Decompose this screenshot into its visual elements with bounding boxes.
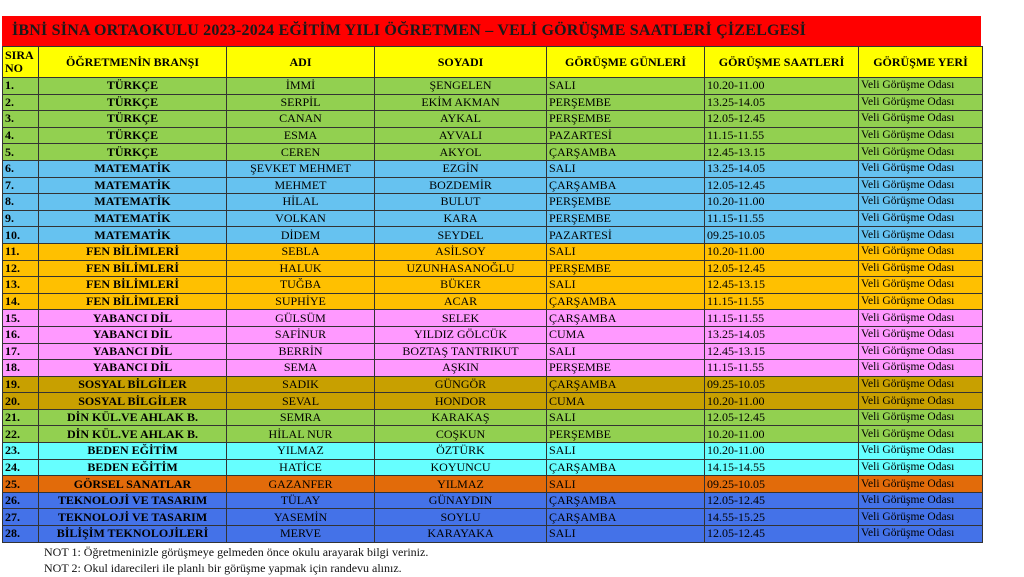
row-number: 26. xyxy=(3,492,39,509)
row-saat: 11.15-11.55 xyxy=(705,310,859,327)
row-number: 14. xyxy=(3,293,39,310)
row-soyadi: YILDIZ GÖLCÜK xyxy=(375,326,547,343)
row-number: 19. xyxy=(3,376,39,393)
row-saat: 11.15-11.55 xyxy=(705,210,859,227)
row-soyadi: ASİLSOY xyxy=(375,243,547,260)
row-brans: MATEMATİK xyxy=(39,210,227,227)
row-gun: ÇARŞAMBA xyxy=(547,293,705,310)
row-brans: SOSYAL BİLGİLER xyxy=(39,393,227,410)
row-yer: Veli Görüşme Odası xyxy=(859,393,983,410)
row-brans: YABANCI DİL xyxy=(39,360,227,377)
row-soyadi: UZUNHASANOĞLU xyxy=(375,260,547,277)
row-saat: 10.20-11.00 xyxy=(705,194,859,211)
note-1: NOT 1: Öğretmeninizle görüşmeye gelmeden önce okulu arayarak bilgi veriniz. xyxy=(44,545,429,559)
header-soyadi: SOYADI xyxy=(375,47,547,78)
row-gun: PAZARTESİ xyxy=(547,227,705,244)
row-brans: TEKNOLOJİ VE TASARIM xyxy=(39,492,227,509)
row-soyadi: AŞKIN xyxy=(375,360,547,377)
table-row xyxy=(3,177,983,194)
row-gun: SALI xyxy=(547,78,705,95)
table-row xyxy=(3,443,983,460)
row-adi: İMMİ xyxy=(227,78,375,95)
row-brans: BİLİŞİM TEKNOLOJİLERİ xyxy=(39,526,227,543)
row-yer: Veli Görüşme Odası xyxy=(859,293,983,310)
row-brans: FEN BİLİMLERİ xyxy=(39,260,227,277)
row-adi: CANAN xyxy=(227,111,375,128)
header-gunler: GÖRÜŞME GÜNLERİ xyxy=(547,47,705,78)
row-saat: 12.45-13.15 xyxy=(705,343,859,360)
row-gun: ÇARŞAMBA xyxy=(547,492,705,509)
row-number: 22. xyxy=(3,426,39,443)
row-brans: MATEMATİK xyxy=(39,160,227,177)
row-soyadi: ŞENGELEN xyxy=(375,78,547,95)
note-2: NOT 2: Okul idarecileri ile planlı bir görüşme yapmak için randevu alınız. xyxy=(44,561,402,575)
table-row xyxy=(3,526,983,543)
row-adi: SADIK xyxy=(227,376,375,393)
table-body xyxy=(3,78,983,543)
header-sira-no: SIRA NO xyxy=(3,47,39,78)
table-row xyxy=(3,277,983,294)
row-soyadi: SEYDEL xyxy=(375,227,547,244)
row-soyadi: KARAKAŞ xyxy=(375,409,547,426)
row-saat: 12.45-13.15 xyxy=(705,144,859,161)
row-brans: FEN BİLİMLERİ xyxy=(39,243,227,260)
row-brans: FEN BİLİMLERİ xyxy=(39,277,227,294)
row-saat: 13.25-14.05 xyxy=(705,94,859,111)
row-adi: SEBLA xyxy=(227,243,375,260)
row-soyadi: KOYUNCU xyxy=(375,459,547,476)
row-adi: GAZANFER xyxy=(227,476,375,493)
table-row xyxy=(3,94,983,111)
row-yer: Veli Görüşme Odası xyxy=(859,94,983,111)
row-yer: Veli Görüşme Odası xyxy=(859,277,983,294)
row-yer: Veli Görüşme Odası xyxy=(859,443,983,460)
row-saat: 11.15-11.55 xyxy=(705,127,859,144)
table-row xyxy=(3,227,983,244)
row-number: 18. xyxy=(3,360,39,377)
row-adi: SERPİL xyxy=(227,94,375,111)
row-adi: VOLKAN xyxy=(227,210,375,227)
row-saat: 13.25-14.05 xyxy=(705,160,859,177)
table-row xyxy=(3,476,983,493)
row-brans: DİN KÜL.VE AHLAK B. xyxy=(39,409,227,426)
row-number: 24. xyxy=(3,459,39,476)
row-saat: 11.15-11.55 xyxy=(705,293,859,310)
row-brans: DİN KÜL.VE AHLAK B. xyxy=(39,426,227,443)
row-adi: MEHMET xyxy=(227,177,375,194)
header-saatler: GÖRÜŞME SAATLERİ xyxy=(705,47,859,78)
row-yer: Veli Görüşme Odası xyxy=(859,260,983,277)
table-row xyxy=(3,160,983,177)
row-adi: GÜLSÜM xyxy=(227,310,375,327)
row-brans: YABANCI DİL xyxy=(39,326,227,343)
row-adi: SEMRA xyxy=(227,409,375,426)
row-yer: Veli Görüşme Odası xyxy=(859,376,983,393)
row-number: 13. xyxy=(3,277,39,294)
row-soyadi: ACAR xyxy=(375,293,547,310)
row-number: 25. xyxy=(3,476,39,493)
table-row xyxy=(3,243,983,260)
row-saat: 10.20-11.00 xyxy=(705,78,859,95)
row-yer: Veli Görüşme Odası xyxy=(859,509,983,526)
row-saat: 10.20-11.00 xyxy=(705,426,859,443)
row-yer: Veli Görüşme Odası xyxy=(859,476,983,493)
table-row xyxy=(3,360,983,377)
row-gun: ÇARŞAMBA xyxy=(547,459,705,476)
header-brans: ÖĞRETMENİN BRANŞI xyxy=(39,47,227,78)
row-brans: MATEMATİK xyxy=(39,177,227,194)
row-number: 8. xyxy=(3,194,39,211)
row-number: 9. xyxy=(3,210,39,227)
row-soyadi: BULUT xyxy=(375,194,547,211)
row-brans: TEKNOLOJİ VE TASARIM xyxy=(39,509,227,526)
row-gun: ÇARŞAMBA xyxy=(547,144,705,161)
schedule-table xyxy=(2,46,983,543)
row-gun: PERŞEMBE xyxy=(547,260,705,277)
row-number: 2. xyxy=(3,94,39,111)
row-soyadi: AKYOL xyxy=(375,144,547,161)
table-row xyxy=(3,260,983,277)
row-soyadi: SOYLU xyxy=(375,509,547,526)
table-row xyxy=(3,310,983,327)
notes xyxy=(44,544,428,576)
row-saat: 09.25-10.05 xyxy=(705,227,859,244)
row-soyadi: EZGİN xyxy=(375,160,547,177)
row-adi: BERRİN xyxy=(227,343,375,360)
row-yer: Veli Görüşme Odası xyxy=(859,409,983,426)
row-adi: HALUK xyxy=(227,260,375,277)
row-adi: HİLAL xyxy=(227,194,375,211)
row-adi: YASEMİN xyxy=(227,509,375,526)
row-number: 16. xyxy=(3,326,39,343)
row-gun: PERŞEMBE xyxy=(547,210,705,227)
row-soyadi: COŞKUN xyxy=(375,426,547,443)
row-yer: Veli Görüşme Odası xyxy=(859,210,983,227)
table-row xyxy=(3,210,983,227)
row-soyadi: AYVALI xyxy=(375,127,547,144)
row-brans: SOSYAL BİLGİLER xyxy=(39,376,227,393)
row-gun: CUMA xyxy=(547,326,705,343)
row-saat: 12.05-12.45 xyxy=(705,111,859,128)
row-yer: Veli Görüşme Odası xyxy=(859,459,983,476)
row-saat: 12.05-12.45 xyxy=(705,492,859,509)
table-row xyxy=(3,343,983,360)
row-gun: PERŞEMBE xyxy=(547,94,705,111)
row-yer: Veli Görüşme Odası xyxy=(859,492,983,509)
row-adi: MERVE xyxy=(227,526,375,543)
table-row xyxy=(3,127,983,144)
row-gun: SALI xyxy=(547,526,705,543)
table-row xyxy=(3,376,983,393)
row-soyadi: GÜNGÖR xyxy=(375,376,547,393)
row-adi: SUPHİYE xyxy=(227,293,375,310)
row-brans: TÜRKÇE xyxy=(39,144,227,161)
row-saat: 10.20-11.00 xyxy=(705,443,859,460)
row-adi: ŞEVKET MEHMET xyxy=(227,160,375,177)
row-gun: ÇARŞAMBA xyxy=(547,376,705,393)
row-saat: 11.15-11.55 xyxy=(705,360,859,377)
title-banner xyxy=(2,16,981,46)
row-adi: HATİCE xyxy=(227,459,375,476)
row-number: 10. xyxy=(3,227,39,244)
row-brans: TÜRKÇE xyxy=(39,111,227,128)
row-soyadi: EKİM AKMAN xyxy=(375,94,547,111)
row-brans: FEN BİLİMLERİ xyxy=(39,293,227,310)
row-yer: Veli Görüşme Odası xyxy=(859,127,983,144)
row-number: 15. xyxy=(3,310,39,327)
row-adi: ESMA xyxy=(227,127,375,144)
row-number: 28. xyxy=(3,526,39,543)
row-gun: SALI xyxy=(547,409,705,426)
row-yer: Veli Görüşme Odası xyxy=(859,426,983,443)
row-saat: 12.45-13.15 xyxy=(705,277,859,294)
row-saat: 12.05-12.45 xyxy=(705,177,859,194)
row-gun: ÇARŞAMBA xyxy=(547,509,705,526)
row-gun: PAZARTESİ xyxy=(547,127,705,144)
row-soyadi: AYKAL xyxy=(375,111,547,128)
row-adi: SAFİNUR xyxy=(227,326,375,343)
row-yer: Veli Görüşme Odası xyxy=(859,526,983,543)
row-yer: Veli Görüşme Odası xyxy=(859,194,983,211)
row-gun: SALI xyxy=(547,160,705,177)
row-number: 17. xyxy=(3,343,39,360)
table-row xyxy=(3,326,983,343)
row-gun: ÇARŞAMBA xyxy=(547,177,705,194)
row-yer: Veli Görüşme Odası xyxy=(859,111,983,128)
row-saat: 10.20-11.00 xyxy=(705,243,859,260)
table-row xyxy=(3,459,983,476)
row-gun: SALI xyxy=(547,443,705,460)
row-adi: SEVAL xyxy=(227,393,375,410)
row-gun: CUMA xyxy=(547,393,705,410)
table-row xyxy=(3,509,983,526)
row-gun: PERŞEMBE xyxy=(547,111,705,128)
row-gun: SALI xyxy=(547,343,705,360)
row-brans: TÜRKÇE xyxy=(39,127,227,144)
row-saat: 09.25-10.05 xyxy=(705,476,859,493)
row-number: 3. xyxy=(3,111,39,128)
row-yer: Veli Görüşme Odası xyxy=(859,144,983,161)
table-row xyxy=(3,492,983,509)
row-number: 1. xyxy=(3,78,39,95)
row-soyadi: GÜNAYDIN xyxy=(375,492,547,509)
row-number: 6. xyxy=(3,160,39,177)
row-number: 12. xyxy=(3,260,39,277)
row-adi: HİLAL NUR xyxy=(227,426,375,443)
row-gun: SALI xyxy=(547,243,705,260)
table-row xyxy=(3,111,983,128)
header-adi: ADI xyxy=(227,47,375,78)
row-brans: GÖRSEL SANATLAR xyxy=(39,476,227,493)
row-soyadi: YILMAZ xyxy=(375,476,547,493)
table-row xyxy=(3,144,983,161)
row-yer: Veli Görüşme Odası xyxy=(859,343,983,360)
row-adi: SEMA xyxy=(227,360,375,377)
table-header-row xyxy=(3,47,983,78)
row-gun: SALI xyxy=(547,476,705,493)
row-number: 20. xyxy=(3,393,39,410)
row-adi: YILMAZ xyxy=(227,443,375,460)
row-yer: Veli Görüşme Odası xyxy=(859,360,983,377)
row-soyadi: BOZTAŞ TANTRIKUT xyxy=(375,343,547,360)
row-yer: Veli Görüşme Odası xyxy=(859,227,983,244)
row-number: 7. xyxy=(3,177,39,194)
row-number: 4. xyxy=(3,127,39,144)
row-adi: CEREN xyxy=(227,144,375,161)
row-saat: 12.05-12.45 xyxy=(705,526,859,543)
row-saat: 14.55-15.25 xyxy=(705,509,859,526)
row-soyadi: KARAYAKA xyxy=(375,526,547,543)
row-brans: TÜRKÇE xyxy=(39,78,227,95)
row-brans: TÜRKÇE xyxy=(39,94,227,111)
row-gun: ÇARŞAMBA xyxy=(547,310,705,327)
row-gun: PERŞEMBE xyxy=(547,426,705,443)
row-brans: YABANCI DİL xyxy=(39,343,227,360)
table-row xyxy=(3,194,983,211)
row-soyadi: BOZDEMİR xyxy=(375,177,547,194)
row-soyadi: BÜKER xyxy=(375,277,547,294)
row-saat: 12.05-12.45 xyxy=(705,409,859,426)
header-yeri: GÖRÜŞME YERİ xyxy=(859,47,983,78)
row-adi: TÜLAY xyxy=(227,492,375,509)
row-number: 27. xyxy=(3,509,39,526)
row-brans: YABANCI DİL xyxy=(39,310,227,327)
table-row xyxy=(3,293,983,310)
row-gun: PERŞEMBE xyxy=(547,360,705,377)
row-yer: Veli Görüşme Odası xyxy=(859,177,983,194)
row-adi: DİDEM xyxy=(227,227,375,244)
page-title: İBNİ SİNA ORTAOKULU 2023-2024 EĞİTİM YILI ÖĞRETMEN – VELİ GÖRÜŞME SAATLERİ ÇİZELGESİ xyxy=(12,22,807,39)
row-soyadi: HONDOR xyxy=(375,393,547,410)
row-yer: Veli Görüşme Odası xyxy=(859,78,983,95)
row-gun: PERŞEMBE xyxy=(547,194,705,211)
row-yer: Veli Görüşme Odası xyxy=(859,326,983,343)
row-number: 11. xyxy=(3,243,39,260)
row-brans: BEDEN EĞİTİM xyxy=(39,459,227,476)
row-yer: Veli Görüşme Odası xyxy=(859,243,983,260)
row-brans: MATEMATİK xyxy=(39,227,227,244)
row-number: 21. xyxy=(3,409,39,426)
row-soyadi: ÖZTÜRK xyxy=(375,443,547,460)
row-saat: 10.20-11.00 xyxy=(705,393,859,410)
table-row xyxy=(3,409,983,426)
row-saat: 13.25-14.05 xyxy=(705,326,859,343)
table-row xyxy=(3,78,983,95)
row-number: 23. xyxy=(3,443,39,460)
table-row xyxy=(3,393,983,410)
row-brans: BEDEN EĞİTİM xyxy=(39,443,227,460)
row-yer: Veli Görüşme Odası xyxy=(859,160,983,177)
row-gun: SALI xyxy=(547,277,705,294)
row-saat: 14.15-14.55 xyxy=(705,459,859,476)
row-adi: TUĞBA xyxy=(227,277,375,294)
row-yer: Veli Görüşme Odası xyxy=(859,310,983,327)
row-brans: MATEMATİK xyxy=(39,194,227,211)
row-soyadi: SELEK xyxy=(375,310,547,327)
row-number: 5. xyxy=(3,144,39,161)
table-row xyxy=(3,426,983,443)
row-saat: 12.05-12.45 xyxy=(705,260,859,277)
row-saat: 09.25-10.05 xyxy=(705,376,859,393)
row-soyadi: KARA xyxy=(375,210,547,227)
